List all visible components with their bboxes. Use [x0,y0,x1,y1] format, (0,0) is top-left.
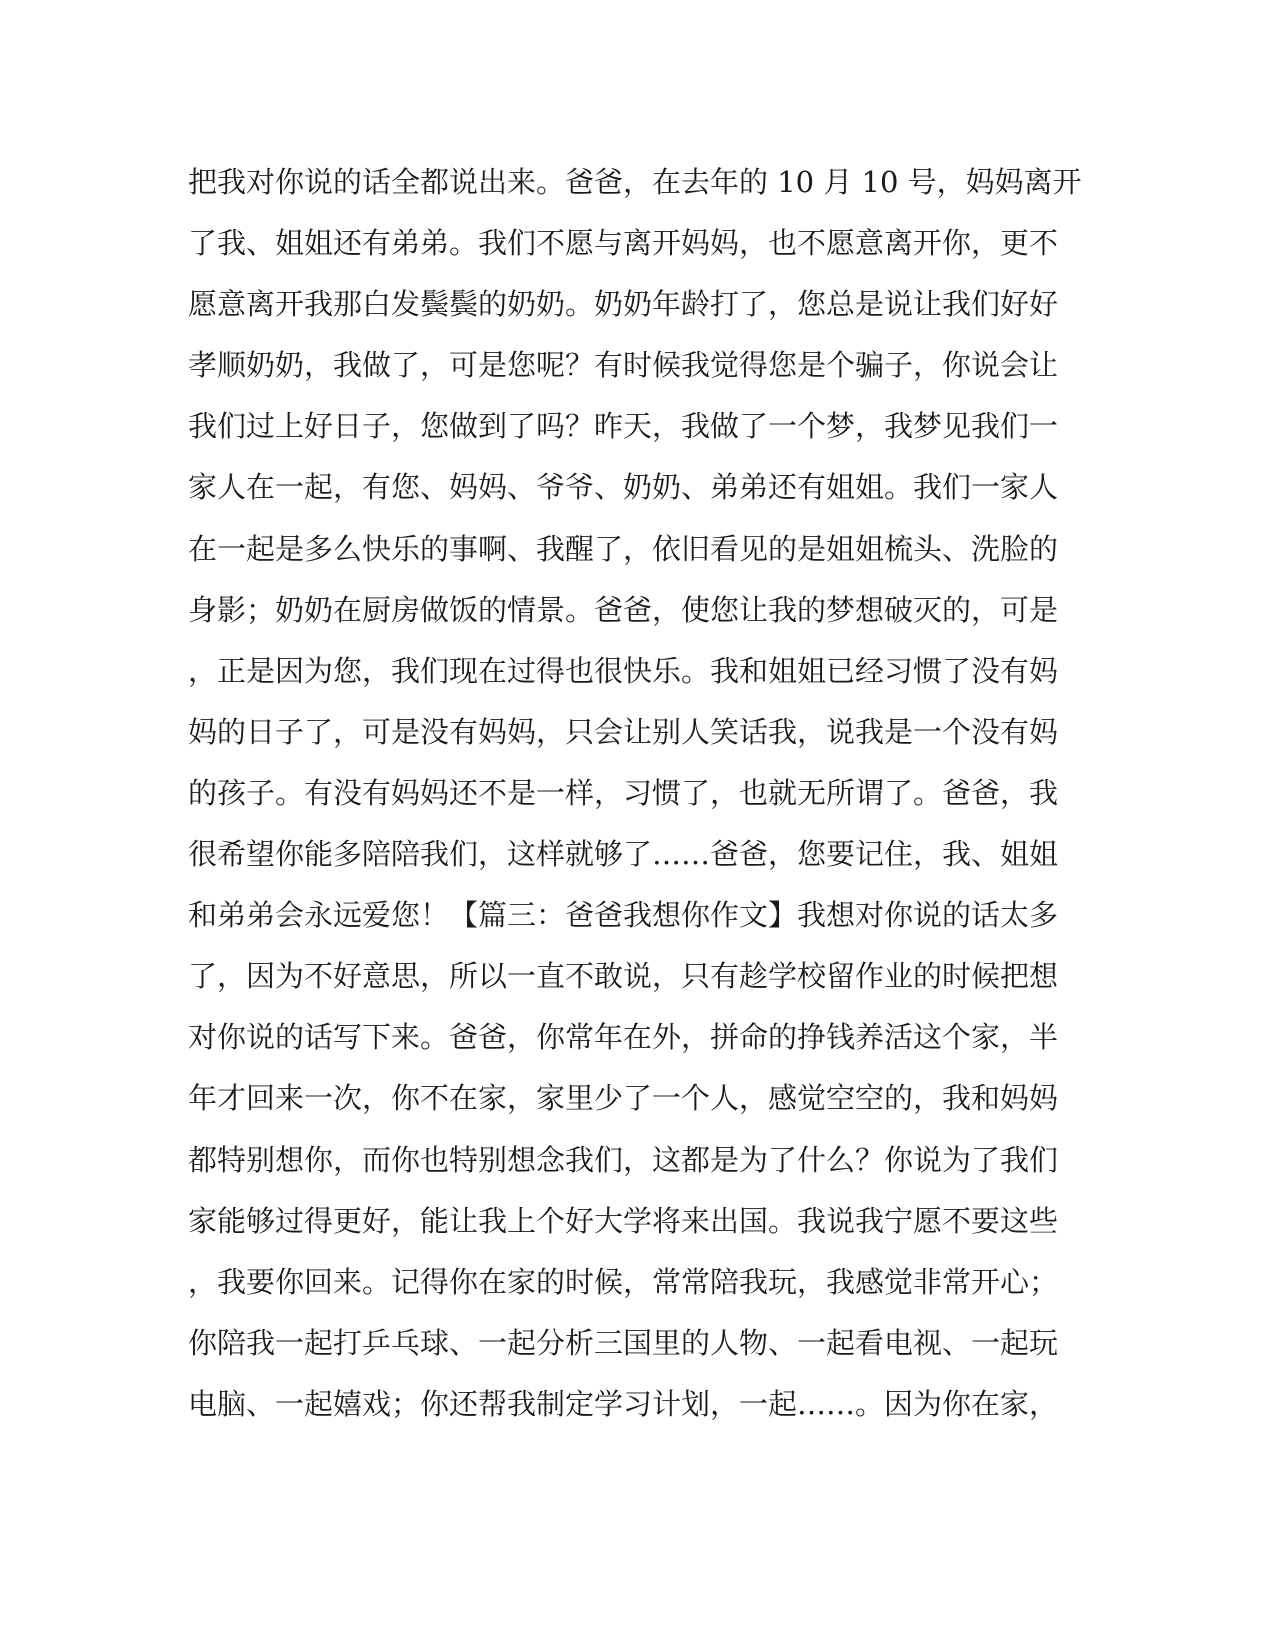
text-line: 你陪我一起打乒乓球、一起分析三国里的人物、一起看电视、一起玩 [188,1325,1059,1360]
text-line: 很希望你能多陪陪我们，这样就够了……爸爸，您要记住，我、姐姐 [188,837,1059,872]
text-line: 把我对你说的话全都说出来。爸爸，在去年的 10 月 10 号，妈妈离开 [188,165,1082,199]
text-line: 孝顺奶奶，我做了，可是您呢？有时候我觉得您是个骗子，你说会让 [188,348,1059,383]
text-line: 家人在一起，有您、妈妈、爷爷、奶奶、弟弟还有姐姐。我们一家人 [188,470,1059,505]
text-line: 妈的日子了，可是没有妈妈，只会让别人笑话我，说我是一个没有妈 [188,714,1059,749]
text-line: 和弟弟会永远爱您！【篇三：爸爸我想你作文】我想对你说的话太多 [188,898,1059,933]
body-text [188,162,1082,1445]
text-line: ，我要你回来。记得你在家的时候，常常陪我玩，我感觉非常开心； [188,1264,1059,1299]
text-line: 了，因为不好意思，所以一直不敢说，只有趁学校留作业的时候把想 [188,959,1059,994]
text-line: 在一起是多么快乐的事啊、我醒了，依旧看见的是姐姐梳头、洗脸的 [188,531,1059,566]
text-line: 年才回来一次，你不在家，家里少了一个人，感觉空空的，我和妈妈 [188,1081,1059,1116]
text-line: 都特别想你，而你也特别想念我们，这都是为了什么？你说为了我们 [188,1142,1059,1177]
text-line: 电脑、一起嬉戏；你还帮我制定学习计划，一起……。因为你在家， [188,1386,1059,1421]
text-line: 身影；奶奶在厨房做饭的情景。爸爸，使您让我的梦想破灭的，可是 [188,592,1059,627]
text-line: 愿意离开我那白发鬓鬓的奶奶。奶奶年龄打了，您总是说让我们好好 [188,287,1059,322]
text-line: 我们过上好日子，您做到了吗？昨天，我做了一个梦，我梦见我们一 [188,409,1059,444]
text-line: 对你说的话写下来。爸爸，你常年在外，拼命的挣钱养活这个家，半 [188,1020,1059,1055]
text-line: 家能够过得更好，能让我上个好大学将来出国。我说我宁愿不要这些 [188,1203,1059,1238]
text-line: 的孩子。有没有妈妈还不是一样，习惯了，也就无所谓了。爸爸，我 [188,775,1059,810]
text-line: 了我、姐姐还有弟弟。我们不愿与离开妈妈，也不愿意离开你，更不 [188,226,1059,261]
text-line: ，正是因为您，我们现在过得也很快乐。我和姐姐已经习惯了没有妈 [188,653,1059,688]
